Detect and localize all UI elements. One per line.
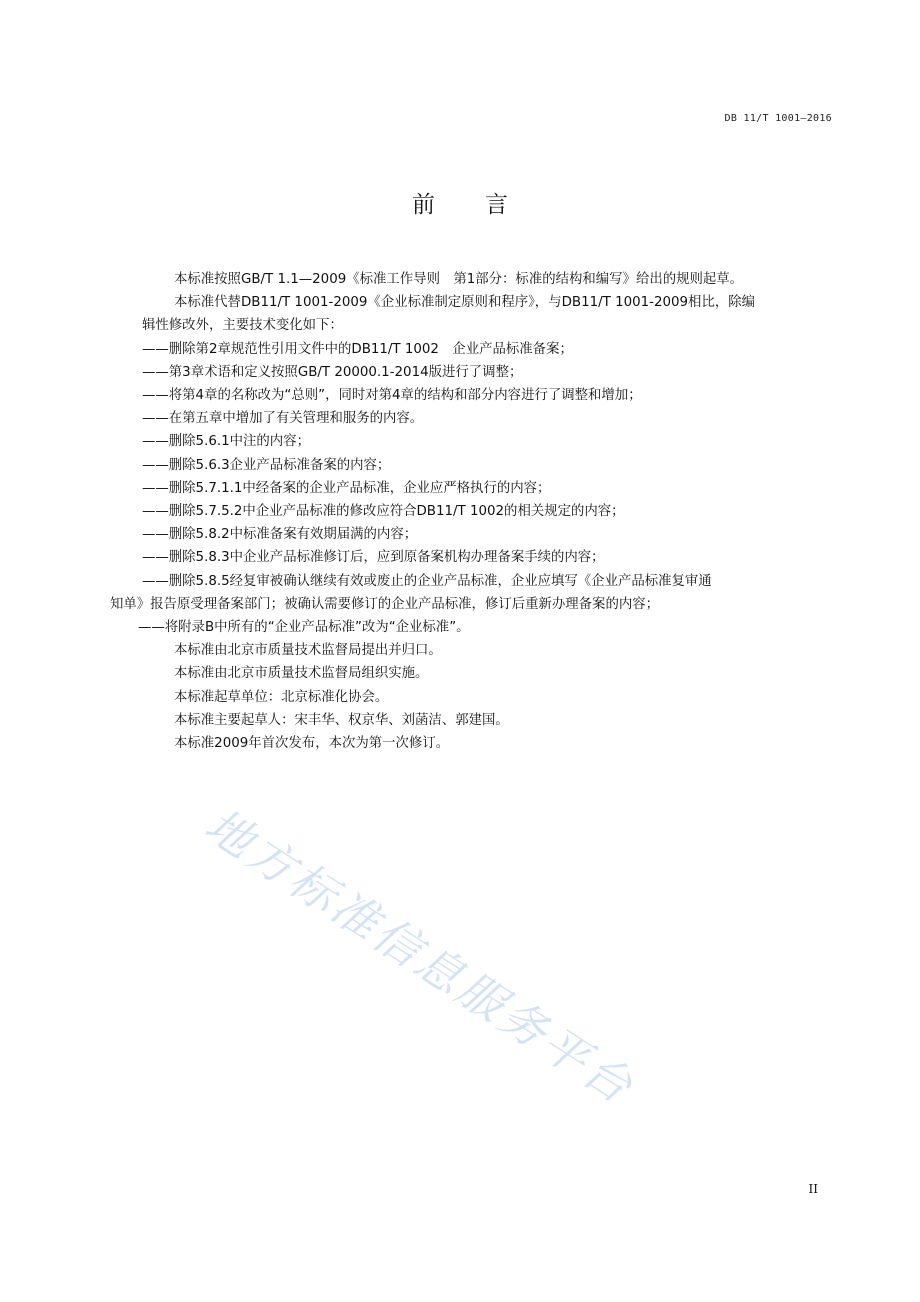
paragraph-drafting-rule: 本标准按照GB/T 1.1—2009《标准工作导则 第1部分：标准的结构和编写》给出的规则起草。 — [174, 272, 744, 287]
change-item-11-a: ——删除5.8.5经复审被确认继续有效或废止的企业产品标准，企业应填写《企业产品标准复审通 — [142, 573, 712, 589]
change-item-7: ——删除5.7.1.1中经备案的企业产品标准，企业应严格执行的内容； — [142, 480, 551, 496]
paragraph-drafters: 本标准主要起草人：宋丰华、权京华、刘菡洁、郭建国。 — [174, 712, 509, 728]
change-item-11-b: 知单》报告原受理备案部门；被确认需要修订的企业产品标准，修订后重新办理备案的内容； — [110, 596, 660, 612]
change-item-4: ——在第五章中增加了有关管理和服务的内容。 — [142, 411, 424, 427]
change-item-8: ——删除5.7.5.2中企业产品标准的修改应符合DB11/T 1002的相关规定的内容； — [142, 504, 625, 520]
page-title: 前言 — [412, 192, 558, 218]
change-item-2: ——第3章术语和定义按照GB/T 20000.1-2014版进行了调整； — [142, 364, 523, 380]
paragraph-replacement-a: 本标准代替DB11/T 1001-2009《企业标准制定原则和程序》，与DB11/T 1001-2009相比，除编 — [174, 295, 756, 311]
change-item-12: ——将附录B中所有的“企业产品标准”改为“企业标准”。 — [138, 620, 470, 636]
page-number: II — [808, 1182, 818, 1196]
watermark: 地方标准信息服务平台 — [195, 797, 645, 1116]
change-item-5: ——删除5.6.1中注的内容； — [142, 434, 310, 450]
paragraph-proposer: 本标准由北京市质量技术监督局提出并归口。 — [174, 643, 442, 659]
paragraph-history: 本标准2009年首次发布，本次为第一次修订。 — [174, 736, 450, 752]
paragraph-implementer: 本标准由北京市质量技术监督局组织实施。 — [174, 666, 429, 682]
change-item-6: ——删除5.6.3企业产品标准备案的内容； — [142, 457, 391, 473]
change-item-3: ——将第4章的名称改为“总则”，同时对第4章的结构和部分内容进行了调整和增加； — [142, 388, 642, 404]
change-item-9: ——删除5.8.2中标准备案有效期届满的内容； — [142, 527, 418, 543]
change-item-1: ——删除第2章规范性引用文件中的DB11/T 1002 企业产品标准备案； — [142, 341, 573, 357]
paragraph-replacement-b: 辑性修改外，主要技术变化如下： — [142, 318, 343, 334]
foreword-body — [110, 268, 834, 755]
paragraph-drafting-unit: 本标准起草单位：北京标准化协会。 — [174, 689, 389, 705]
document-code: DB 11/T 1001—2016 — [724, 113, 832, 124]
change-item-10: ——删除5.8.3中企业产品标准修订后，应到原备案机构办理备案手续的内容； — [142, 550, 605, 566]
